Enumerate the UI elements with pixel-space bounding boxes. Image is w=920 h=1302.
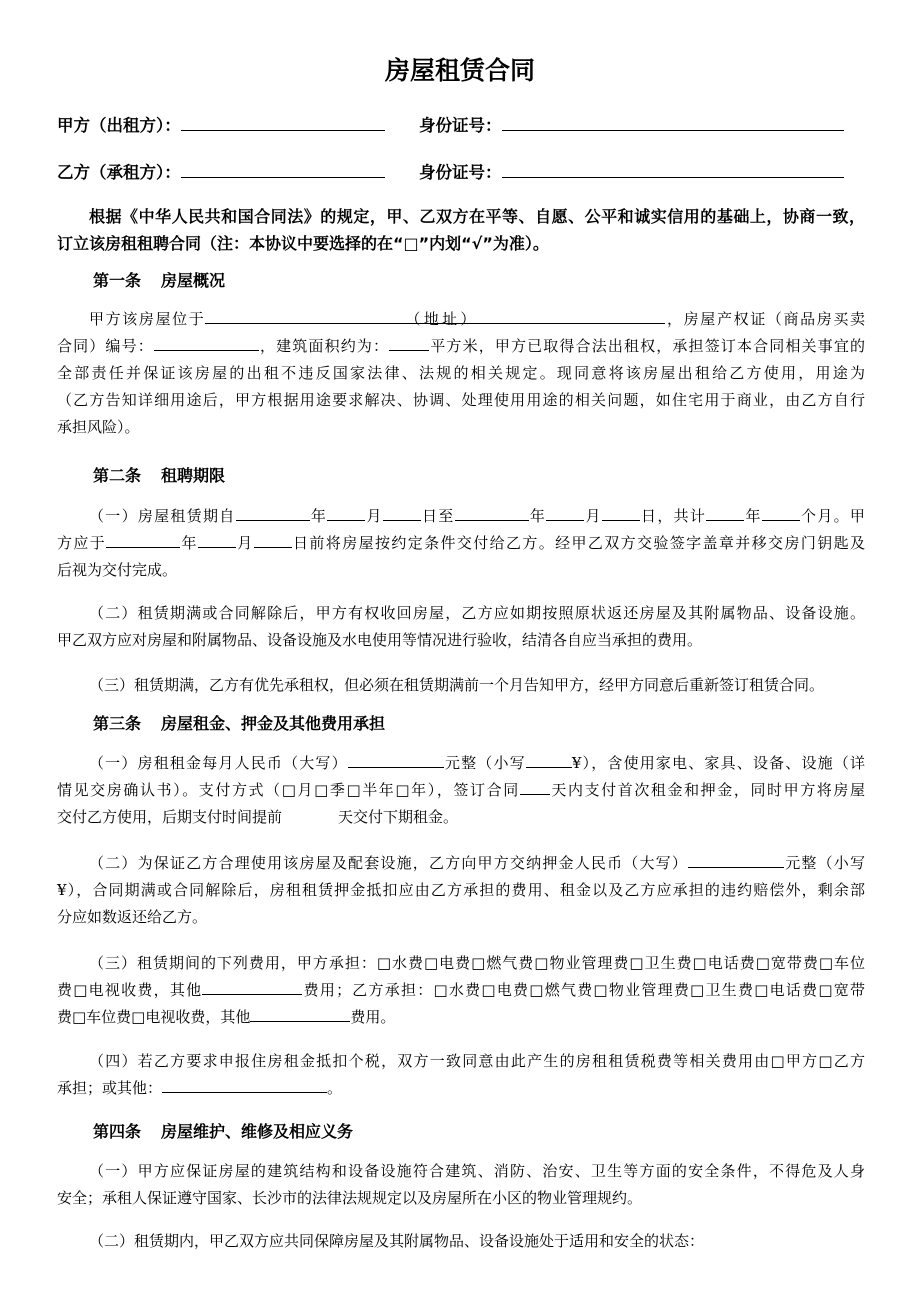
total-years-blank[interactable] xyxy=(706,503,744,521)
article-2-clause-3: （三）租赁期满，乙方有优先承租权，但必须在租赁期满前一个月告知甲方，经甲方同意后重新签订租赁合同。 xyxy=(89,676,825,694)
article-1-number: 第一条 xyxy=(93,271,142,290)
end-month-blank[interactable] xyxy=(546,503,584,521)
article-4-number: 第四条 xyxy=(93,1122,142,1141)
preamble-line-2: 订立该房租租聘合同（注：本协议中要选择的在“□”内划“√”为准）。 xyxy=(57,234,549,253)
document-title: 房屋租赁合同 xyxy=(384,56,535,85)
deposit-uppercase-blank[interactable] xyxy=(688,850,784,868)
article-2-heading xyxy=(93,463,225,489)
tax-other-blank[interactable] xyxy=(162,1075,327,1093)
article-3-clause-2: （二）为保证乙方合理使用该房屋及配套设施，乙方向甲方交纳押金人民币（大写） 元整（小写 ¥），合同期满或合同解除后，房租租赁押金抵扣应由乙方承担的费用、租金以及乙方应承担的违约赔偿外，剩余部 分应如数返还给乙方。 xyxy=(57,850,865,931)
party-a-label: 甲方（出租方）： xyxy=(57,116,181,135)
start-day-blank[interactable] xyxy=(383,503,421,521)
certificate-number-blank[interactable] xyxy=(154,333,259,351)
article-3-clause-4: （四）若乙方要求申报住房租金抵扣个税，双方一致同意由此产生的房租租赁税费等相关费用由□甲方□乙方 承担；或其他： 。 xyxy=(57,1052,865,1097)
party-b-other-fees-blank[interactable] xyxy=(250,1004,350,1022)
article-3-number: 第三条 xyxy=(93,714,142,733)
handover-day-blank[interactable] xyxy=(254,530,292,548)
party-b-id-label: 身份证号： xyxy=(419,163,502,182)
handover-year-blank[interactable] xyxy=(106,530,180,548)
address-hint: （地址） xyxy=(405,306,475,324)
preamble-line-1: 根据《中华人民共和国合同法》的规定，甲、乙双方在平等、自愿、公平和诚实信用的基础上，协商一致， xyxy=(89,207,865,226)
article-2-title: 租聘期限 xyxy=(161,466,226,485)
article-3-clause-3: （三）租赁期间的下列费用，甲方承担：□水费□电费□燃气费□物业管理费□卫生费□电话费□宽带费□车位 费□电视收费，其他 费用；乙方承担：□水费□电费□燃气费□物业管理费□卫生费□电话费□宽带 费□车位费□电视收费，其他 费用。 xyxy=(57,954,865,1026)
address-blank-right[interactable] xyxy=(475,306,665,324)
area-blank[interactable] xyxy=(389,333,429,351)
article-4-heading xyxy=(93,1119,353,1145)
article-2-clause-2: （二）租赁期满或合同解除后，甲方有权收回房屋，乙方应如期按照原状返还房屋及其附属物品、设备设施。 甲乙双方应对房屋和附属物品、设备设施及水电使用等情况进行验收，结清各自应当承担的费用。 xyxy=(57,604,865,649)
handover-month-blank[interactable] xyxy=(198,530,236,548)
article-4-clause-2: （二）租赁期内，甲乙双方应共同保障房屋及其附属物品、设备设施处于适用和安全的状态： xyxy=(89,1232,705,1250)
start-year-blank[interactable] xyxy=(236,503,310,521)
article-2-number: 第二条 xyxy=(93,466,142,485)
article-3-heading xyxy=(93,711,385,737)
preamble xyxy=(57,203,865,257)
party-a-line xyxy=(57,112,857,139)
party-a-id-label: 身份证号： xyxy=(419,116,502,135)
article-4-clause-1: （一）甲方应保证房屋的建筑结构和设备设施符合建筑、消防、治安、卫生等方面的安全条件，不得危及人身 安全；承租人保证遵守国家、长沙市的法律法规规定以及房屋所在小区的物业管理规约。 xyxy=(57,1162,865,1207)
first-payment-days-blank[interactable] xyxy=(520,777,550,795)
party-a-name-blank[interactable] xyxy=(181,112,385,131)
rent-uppercase-blank[interactable] xyxy=(348,750,444,768)
article-1-heading xyxy=(93,268,225,294)
article-2-clause-1: （一）房屋租赁期自 年 月 日至 年 月 日，共计 年 个月。甲 方应于 年 月 日前将房屋按约定条件交付给乙方。经甲乙双方交验签字盖章并移交房门钥匙及 后视为交付完成。 xyxy=(57,503,865,584)
end-day-blank[interactable] xyxy=(602,503,640,521)
end-year-blank[interactable] xyxy=(455,503,529,521)
article-3-clause-1: （一）房租租金每月人民币（大写） 元整（小写 ¥），含使用家电、家具、设备、设施（详 情见交房确认书）。支付方式（□月□季□半年□年），签订合同 天内支付首次租金和押金，同时甲方将房屋 交付乙方使用，后期支付时间提前 天交付下期租金。 xyxy=(57,750,865,831)
address-blank-left[interactable] xyxy=(205,306,405,324)
article-3-title: 房屋租金、押金及其他费用承担 xyxy=(161,714,386,733)
party-b-id-blank[interactable] xyxy=(502,159,844,178)
article-4-title: 房屋维护、维修及相应义务 xyxy=(161,1122,354,1141)
party-b-label: 乙方（承租方）： xyxy=(57,163,181,182)
start-month-blank[interactable] xyxy=(327,503,365,521)
advance-days-blank[interactable] xyxy=(282,805,338,822)
rent-number-blank[interactable] xyxy=(526,750,572,768)
party-b-line xyxy=(57,159,857,186)
party-a-other-fees-blank[interactable] xyxy=(202,977,302,995)
total-months-blank[interactable] xyxy=(762,503,800,521)
article-1-body: 甲方该房屋位于 （地址） ，房屋产权证（商品房买卖 合同）编号： ，建筑面积约为： 平方米，甲方已取得合法出租权，承担签订本合同相关事宜的 全部责任并保证该房屋的出租不违反国家法律、法规的相关规定。现同意将该房屋出租给乙方使用，用途为 （乙方告知详细用途后，甲方根据用途要求解决、协调、处理使用用途的相关问题，如住宅用于商业，由乙方自行 承担风险）。 xyxy=(57,306,865,441)
party-b-name-blank[interactable] xyxy=(181,159,385,178)
party-a-id-blank[interactable] xyxy=(502,112,844,131)
article-1-title: 房屋概况 xyxy=(161,271,226,290)
